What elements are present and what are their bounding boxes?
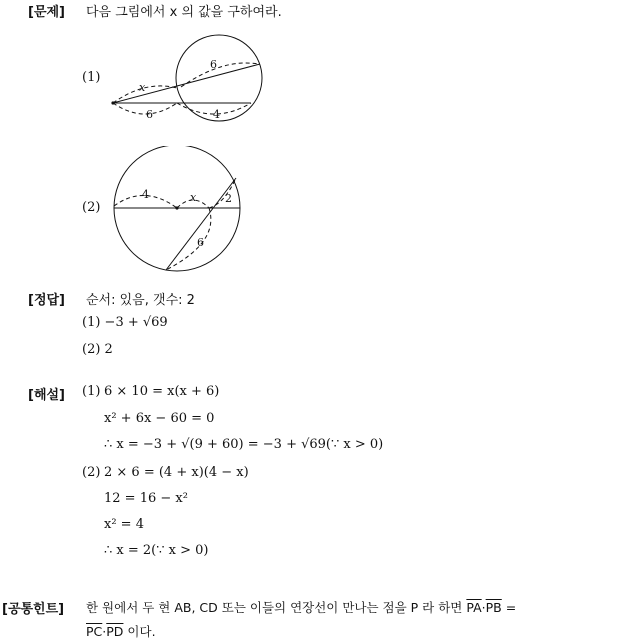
explanation-label: [해설] [28,388,65,403]
hint-text-before: 한 원에서 두 현 AB, CD 또는 이들의 연장선이 만나는 점을 P 라 하면 [86,600,463,615]
figure-2-diagram [108,146,248,276]
hint-label: [공통힌트] [2,602,65,617]
figure-1-chord-label: 6 [210,58,217,71]
answer-meta: 순서: 있음, 갯수: 2 [86,293,195,308]
figure-2-number: (2) [82,200,101,215]
explanation-part-1-number: (1) [82,384,101,399]
hint-equals: = [505,600,517,615]
figure-1-outer-label: 6 [146,108,153,121]
figure-1-diagram [105,30,275,130]
explanation-part-2-number: (2) [82,465,101,480]
hint-term-pb: $\overline{PB}$ [485,600,502,615]
hint-term-pc: $\overline{PC}$ [86,624,103,639]
answer-label: [정답] [28,293,65,308]
hint-text-after: 이다. [127,624,156,639]
explanation-part-1-line-1: 6 × 10 = x(x + 6) [104,384,220,399]
figure-1-x-label: x [139,81,146,94]
answer-item-2: (2) 2 [82,342,113,357]
answer-item-1: (1) −3 + √69 [82,315,168,330]
explanation-part-1-line-2: x² + 6x − 60 = 0 [104,411,215,426]
figure-2-chord-label: 6 [197,236,204,249]
figure-2-x-label: x [190,191,197,204]
figure-2-left-label: 4 [142,188,149,201]
hint-term-pd: $\overline{PD}$ [106,624,124,639]
figure-1-inner-label: 4 [213,108,220,121]
problem-label: [문제] [28,5,65,20]
explanation-part-1-line-3: ∴ x = −3 + √(9 + 60) = −3 + √69(∵ x > 0) [104,437,384,452]
explanation-part-2-line-1: 2 × 6 = (4 + x)(4 − x) [104,465,249,480]
explanation-part-2-line-2: 12 = 16 − x² [104,491,188,506]
hint-term-pa: $\overline{PA}$ [466,600,482,615]
figure-1-number: (1) [82,70,101,85]
figure-2-right-label: 2 [225,192,232,205]
problem-question: 다음 그림에서 x 의 값을 구하여라. [86,5,282,20]
hint-line-1: 한 원에서 두 현 AB, CD 또는 이들의 연장선이 만나는 점을 P 라 하면 $\overline{PA}\cdot\overline{PB}$ = [86,600,517,615]
explanation-part-2-line-3: x² = 4 [104,517,144,532]
hint-line-2: $\overline{PC}\cdot\overline{PD}$ 이다. [86,624,156,639]
explanation-part-2-line-4: ∴ x = 2(∵ x > 0) [104,543,209,558]
